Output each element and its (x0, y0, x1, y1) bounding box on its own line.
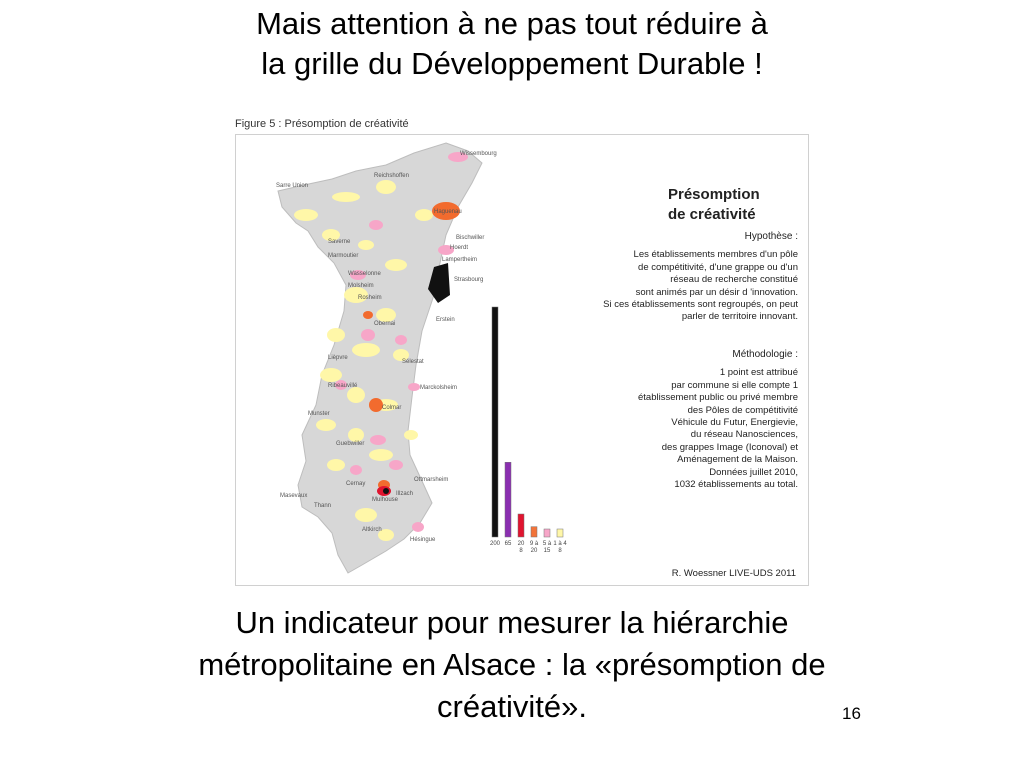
method-line: 1032 établissements au total. (674, 479, 798, 491)
method-line: Aménagement de la Maison. (677, 454, 798, 466)
method-line: des Pôles de compétitivité (687, 404, 798, 416)
figure-credit: R. Woessner LIVE-UDS 2011 (671, 568, 796, 579)
city-label: Erstein (436, 317, 455, 323)
bar-0 (492, 307, 498, 537)
method-line: Données juillet 2010, (709, 466, 798, 478)
legend-title-line-1: Présomption (668, 186, 760, 203)
bar-tick-label-sub: 8 (519, 548, 523, 554)
city-label: Marckolsheim (420, 385, 458, 391)
bar-tick-label-sub: 8 (558, 548, 562, 554)
city-label: Rosheim (358, 295, 382, 301)
city-label: Reichshoffen (374, 173, 409, 179)
slide-body (0, 602, 1024, 728)
slide-body-line-1: Un indicateur pour mesurer la hiérarchie (235, 605, 789, 640)
page-number: 16 (842, 704, 861, 723)
city-label: Sélestat (402, 359, 424, 365)
hypothesis-line: parler de territoire innovant. (681, 311, 798, 323)
city-label: Colmar (382, 405, 402, 411)
city-label: Molsheim (348, 283, 374, 289)
bar-tick-label: 65 (504, 541, 512, 547)
hypothesis-line: de compétitivité, d'une grappe ou d'un (638, 261, 798, 273)
method-heading: Méthodologie : (732, 349, 798, 360)
hypothesis-line: réseau de recherche constitué (670, 274, 798, 286)
method-line: 1 point est attribué (719, 367, 798, 379)
hypothesis-line: Les établissements membres d'un pôle (633, 249, 798, 261)
bar-tick-label: 200 (489, 541, 501, 547)
city-label: Mulhouse (372, 497, 399, 503)
slide-title-line-2: la grille du Développement Durable ! (261, 46, 763, 81)
figure-creativity-map (232, 112, 810, 586)
city-label: Obernai (374, 321, 396, 327)
city-label: Saverne (328, 239, 351, 245)
legend-title-line-2: de créativité (668, 206, 756, 223)
city-label: Munster (308, 411, 330, 417)
method-line: des grappes Image (Iconoval) et (661, 441, 798, 453)
figure-caption: Figure 5 : Présomption de créativité (235, 118, 409, 130)
hypothesis-block (508, 231, 798, 324)
city-label: Wasselonne (348, 271, 381, 277)
bar-5 (557, 529, 563, 537)
city-label: Marmoutier (328, 253, 359, 259)
city-label: Masevaux (280, 493, 308, 499)
city-label: Lampertheim (442, 257, 478, 263)
bar-tick-label-sub: 15 (543, 548, 551, 554)
city-label: Cernay (346, 481, 366, 487)
bar-tick-label: 1 à 4 (553, 541, 567, 547)
city-label: Lièpvre (328, 355, 348, 361)
city-label: Altkirch (362, 527, 382, 533)
legend-title (668, 185, 868, 225)
bar-tick-label-sub: 20 (530, 548, 538, 554)
bar-4 (544, 529, 550, 537)
method-line: du réseau Nanosciences, (690, 429, 798, 441)
bar-tick-label: 9 à (529, 541, 539, 547)
city-label: Strasbourg (454, 277, 484, 283)
figure-frame (235, 134, 809, 586)
city-label: Haguenau (434, 209, 462, 215)
slide-body-line-3: créativité». (437, 689, 587, 724)
method-block (508, 349, 798, 491)
slide-body-line-2: métropolitaine en Alsace : la «présomption de (198, 647, 826, 682)
city-label: Ottmarsheim (414, 477, 449, 483)
city-label: Illzach (396, 491, 414, 497)
method-line: établissement public ou privé membre (638, 392, 798, 404)
city-label: Thann (314, 503, 332, 509)
bar-3 (531, 527, 537, 537)
city-label: Wissembourg (460, 151, 497, 157)
bar-tick-label: 5 à (542, 541, 552, 547)
method-line: par commune si elle compte 1 (671, 379, 798, 391)
bar-tick-label: 20 (517, 541, 525, 547)
city-label: Hoerdt (450, 245, 469, 251)
city-label: Ribeauvillé (328, 383, 358, 389)
hypothesis-line: sont animés par un désir d 'innovation. (635, 286, 798, 298)
hypothesis-line: Si ces établissements sont regroupés, on peut (603, 299, 798, 311)
bar-2 (518, 514, 524, 537)
city-label: Sarre Union (276, 183, 309, 189)
hypothesis-heading: Hypothèse : (744, 231, 798, 242)
slide-title (0, 4, 1024, 84)
city-label: Hésingue (410, 537, 436, 543)
slide-title-line-1: Mais attention à ne pas tout réduire à (256, 6, 768, 41)
method-line: Véhicule du Futur, Energievie, (671, 417, 798, 429)
city-label: Bischwiller (456, 235, 485, 241)
city-label: Guebwiller (336, 441, 365, 447)
